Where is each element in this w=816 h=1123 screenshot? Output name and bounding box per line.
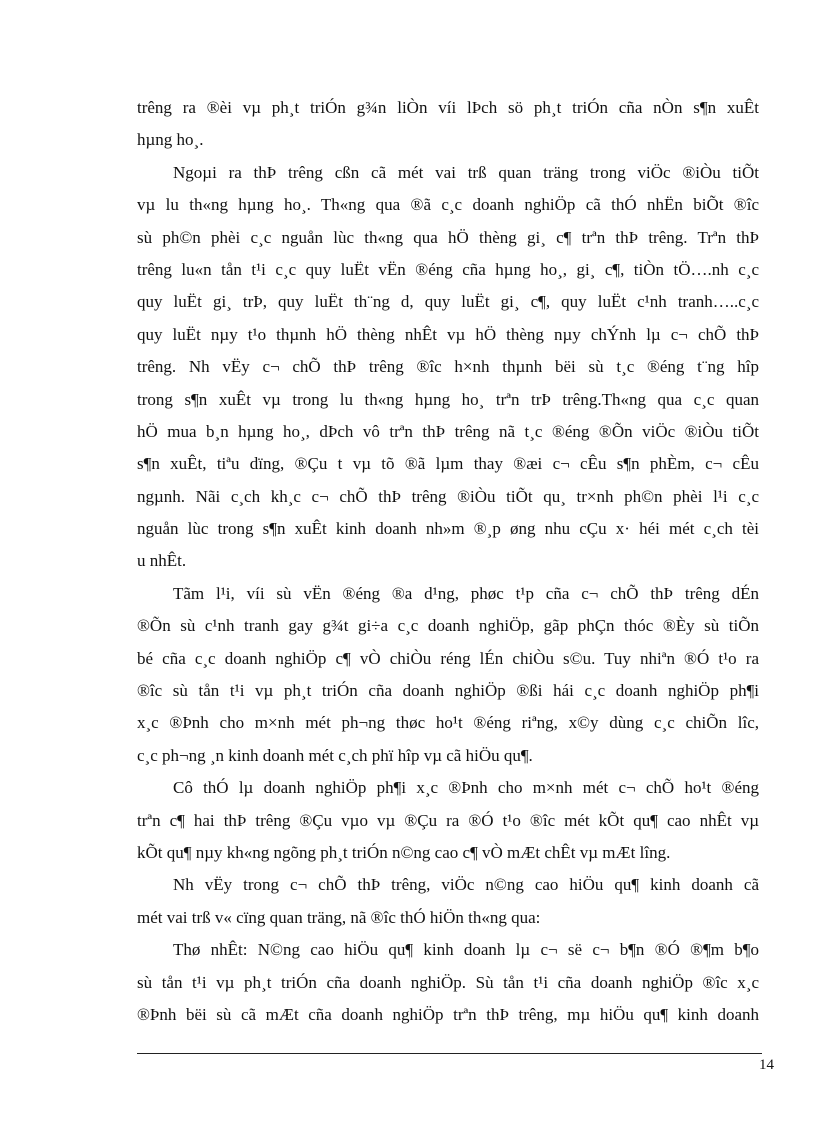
text-line: mét vai trß v« cïng quan träng, nã ®îc thÓ hiÖn th«ng qua:: [137, 907, 541, 927]
text-line: nguån lùc trong s¶n xuÊt kinh doanh nh»m ®¸p øng nhu cÇu x· héi mét c¸ch tèi: [137, 519, 759, 539]
text-line: Thø nhÊt: N©ng cao hiÖu qu¶ kinh doanh lµ c¬ së c¬ b¶n ®Ó ®¶m b¶o: [173, 940, 759, 960]
text-line: trêng ra ®èi vµ ph¸t triÓn g¾n liÒn víi lÞch sö ph¸t triÓn cña nÒn s¶n xuÊt: [137, 98, 759, 117]
body-text: [137, 92, 759, 1031]
text-line: hµng ho¸.: [137, 130, 204, 150]
text-line: Cô thÓ lµ doanh nghiÖp ph¶i x¸c ®Þnh cho m×nh mét c¬ chÕ ho¹t ®éng: [173, 778, 759, 798]
footer-divider: [137, 1053, 762, 1054]
text-line: quy luËt gi¸ trÞ, quy luËt th¨ng d, quy luËt gi¸ c¶, quy luËt c¹nh tranh…..c¸c: [137, 292, 759, 312]
text-line: trêng. Nh vËy c¬ chÕ thÞ trêng ®îc h×nh thµnh bëi sù t¸c ®éng t¨ng hîp: [137, 357, 759, 377]
text-line: quy luËt nµy t¹o thµnh hÖ thèng nhÊt vµ hÖ thèng nµy chÝnh lµ c¬ chÕ thÞ: [137, 324, 759, 344]
text-line: sù ph©n phèi c¸c nguån lùc th«ng qua hÖ thèng gi¸ c¶ trªn thÞ trêng. Trªn thÞ: [137, 227, 759, 247]
text-line: Tãm l¹i, víi sù vËn ®éng ®a d¹ng, phøc t¹p cña c¬ chÕ thÞ trêng dÉn: [173, 583, 759, 603]
text-line: ngµnh. Nãi c¸ch kh¸c c¬ chÕ thÞ trêng ®iÒu tiÕt qu¸ tr×nh ph©n phèi l¹i c¸c: [137, 486, 759, 506]
page-number: 14: [759, 1057, 774, 1073]
text-line: s¶n xuÊt, tiªu dïng, ®Çu t vµ tõ ®ã lµm thay ®æi c¬ cÊu s¶n phÈm, c¬ cÊu: [137, 454, 759, 474]
text-line: sù tån t¹i vµ ph¸t triÓn cña doanh nghiÖp. Sù tån t¹i cña doanh nghiÖp ®îc x¸c: [137, 972, 759, 992]
text-line: u nhÊt.: [137, 551, 187, 571]
text-line: trong s¶n xuÊt vµ trong lu th«ng hµng ho¸ trªn trÞ trêng.Th«ng qua c¸c quan: [137, 389, 759, 409]
text-line: trªn c¶ hai thÞ trêng ®Çu vµo vµ ®Çu ra ®Ó t¹o ®îc mét kÕt qu¶ cao nhÊt vµ: [137, 810, 759, 830]
text-line: vµ lu th«ng hµng ho¸. Th«ng qua ®ã c¸c doanh nghiÖp cã thÓ nhËn biÕt ®îc: [137, 195, 759, 215]
text-line: x¸c ®Þnh cho m×nh mét ph¬ng thøc ho¹t ®éng riªng, x©y dùng c¸c chiÕn lîc,: [137, 713, 759, 733]
text-line: kÕt qu¶ nµy kh«ng ngõng ph¸t triÓn n©ng cao c¶ vÒ mÆt chÊt vµ mÆt lîng.: [137, 842, 671, 862]
text-line: Ngoµi ra thÞ trêng cßn cã mét vai trß quan träng trong viÖc ®iÒu tiÕt: [173, 162, 759, 182]
text-line: Nh vËy trong c¬ chÕ thÞ trêng, viÖc n©ng cao hiÖu qu¶ kinh doanh cã: [173, 875, 759, 895]
text-line: hÖ mua b¸n hµng ho¸, dÞch vô trªn thÞ trêng nã t¸c ®éng ®Õn viÖc ®iÒu tiÕt: [137, 421, 759, 441]
text-line: c¸c ph¬ng ¸n kinh doanh mét c¸ch phï hîp vµ cã hiÖu qu¶.: [137, 745, 533, 765]
text-line: ®Õn sù c¹nh tranh gay g¾t gi÷a c¸c doanh nghiÖp, gãp phÇn thóc ®Èy sù tiÕn: [137, 616, 759, 636]
text-line: bé cña c¸c doanh nghiÖp c¶ vÒ chiÒu réng lÉn chiÒu s©u. Tuy nhiªn ®Ó t¹o ra: [137, 648, 759, 668]
text-line: trêng lu«n tån t¹i c¸c quy luËt vËn ®éng cña hµng ho¸, gi¸ c¶, tiÒn tÖ….nh c¸c: [137, 259, 759, 279]
text-line: ®îc sù tån t¹i vµ ph¸t triÓn cña doanh nghiÖp ®ßi hái c¸c doanh nghiÖp ph¶i: [137, 681, 759, 701]
text-line: ®Þnh bëi sù cã mÆt cña doanh nghiÖp trªn thÞ trêng, mµ hiÖu qu¶ kinh doanh: [137, 1004, 759, 1024]
